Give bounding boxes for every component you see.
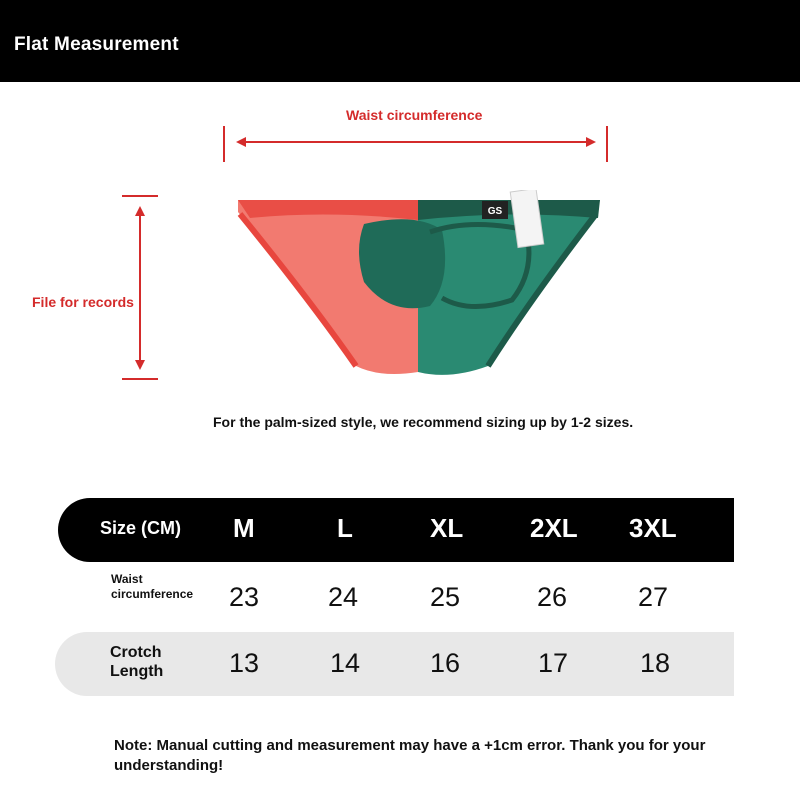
row-label-waist: Waist circumference xyxy=(111,572,194,601)
sizing-recommendation: For the palm-sized style, we recommend sizing up by 1-2 sizes. xyxy=(213,414,634,430)
waist-arrow-right-head xyxy=(586,137,596,147)
size-header-label: Size (CM) xyxy=(100,518,181,538)
table-cell: 27 xyxy=(638,582,669,612)
size-col-m: M xyxy=(233,513,255,543)
svg-text:GS: GS xyxy=(487,206,503,217)
product-image xyxy=(230,190,610,380)
size-col-3xl: 3XL xyxy=(629,513,677,543)
table-cell: 24 xyxy=(328,582,359,612)
table-cell: 23 xyxy=(229,582,260,612)
row-label-crotch: Crotch Length xyxy=(110,644,164,680)
waist-dimension-label: Waist circumference xyxy=(346,107,483,123)
side-arrow-top-head xyxy=(135,206,145,216)
table-cell: 18 xyxy=(640,648,671,678)
table-cell: 16 xyxy=(430,648,461,678)
table-cell: 25 xyxy=(430,582,461,612)
size-table-header xyxy=(58,498,734,562)
measurement-note: Note: Manual cutting and measurement may have a +1cm error. Thank you for your understanding! xyxy=(114,737,706,774)
page-title: Flat Measurement xyxy=(14,34,179,55)
table-cell: 13 xyxy=(229,648,260,678)
side-dimension-label: File for records xyxy=(32,294,134,310)
waist-arrow-left-head xyxy=(236,137,246,147)
table-cell: 17 xyxy=(538,648,569,678)
size-col-l: L xyxy=(337,513,353,543)
side-arrow-bottom-head xyxy=(135,360,145,370)
size-col-2xl: 2XL xyxy=(530,513,578,543)
table-cell: 14 xyxy=(330,648,361,678)
size-col-xl: XL xyxy=(430,513,464,543)
table-cell: 26 xyxy=(537,582,568,612)
